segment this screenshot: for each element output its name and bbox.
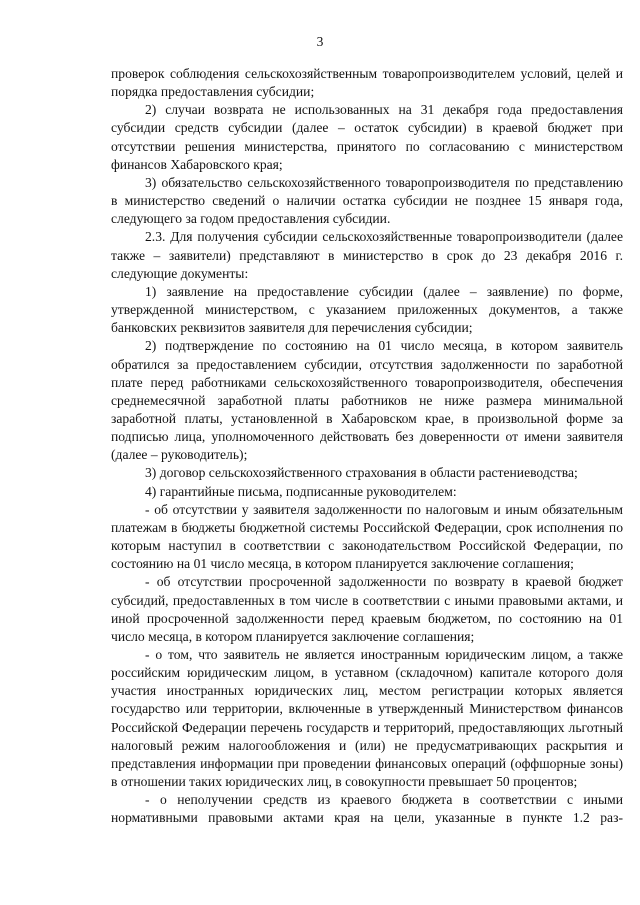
paragraph: 1) заявление на предоставление субсидии (далее – заявление) по форме, утвержденной министерством, с указанием приложенных документов, а также банковских реквизитов заявителя для перечисления субсидии;: [111, 283, 623, 336]
paragraph: - о том, что заявитель не является иностранным юридическим лицом, а также российским юридическим лицом, в уставном (складочном) капитале которого доля участия иностранных юридических лиц, местом регистрации которых является государство или территории, включенные в утвержденный Министерством финансов Российской Федерации перечень государств и территорий, предоставляющих льготный налоговый режим налогообложения и (или) не предусматривающих раскрытия и представления информации при проведении финансовых операций (оффшорные зоны) в отношении таких юридических лиц, в совокупности превышает 50 процентов;: [111, 647, 623, 790]
paragraph-continued: - о неполучении средств из краевого бюджета в соответствии с иными нормативными правовыми актами края на цели, указанные в пункте 1.2 раз-: [111, 792, 623, 826]
paragraph: 2) подтверждение по состоянию на 01 число месяца, в котором заявитель обратился за предоставлением субсидии, отсутствия задолженности по заработной плате перед работниками сельскохозяйственного товаропроизводителя, обеспечения среднемесячной заработной платы работников не ниже размера минимальной заработной платы, установленной в Хабаровском крае, в произвольной форме за подписью лица, уполномоченного действовать без доверенности от имени заявителя (далее – руководитель);: [111, 338, 623, 463]
page-number: 3: [316, 34, 324, 49]
paragraph: 2) случаи возврата не использованных на 31 декабря года предоставления субсидии средств субсидии (далее – остаток субсидии) в краевой бюджет при отсутствии решения министерства, принятого по согласованию с министерством финансов Хабаровского края;: [111, 102, 623, 172]
paragraph: - об отсутствии у заявителя задолженности по налоговым и иным обязательным платежам в бюджеты бюджетной системы Российской Федерации, срок исполнения по которым наступил в соответствии с законодательством Российской Федерации, по состоянию на 01 число месяца, в котором планируется заключение соглашения;: [111, 501, 623, 572]
document-body: [111, 65, 623, 828]
paragraph: проверок соблюдения сельскохозяйственным товаропроизводителем условий, целей и порядка предоставления субсидии;: [111, 66, 623, 100]
paragraph: 3) обязательство сельскохозяйственного товаропроизводителя по представлению в министерство сведений о наличии остатка субсидии не позднее 15 января года, следующего за годом предоставления субсидии.: [111, 174, 623, 227]
paragraph: 2.3. Для получения субсидии сельскохозяйственные товаропроизводители (далее также – заявители) представляют в министерство в срок до 23 декабря 2016 г. следующие документы:: [111, 229, 623, 281]
paragraph: 4) гарантийные письма, подписанные руководителем:: [145, 483, 457, 499]
paragraph: 3) договор сельскохозяйственного страхования в области растениеводства;: [145, 465, 578, 481]
paragraph: - об отсутствии просроченной задолженности по возврату в краевой бюджет субсидий, предоставленных в том числе в соответствии с иными правовыми актами, и иной просроченной задолженности перед краевым бюджетом, по состоянию на 01 число месяца, в котором планируется заключение соглашения;: [111, 574, 623, 644]
